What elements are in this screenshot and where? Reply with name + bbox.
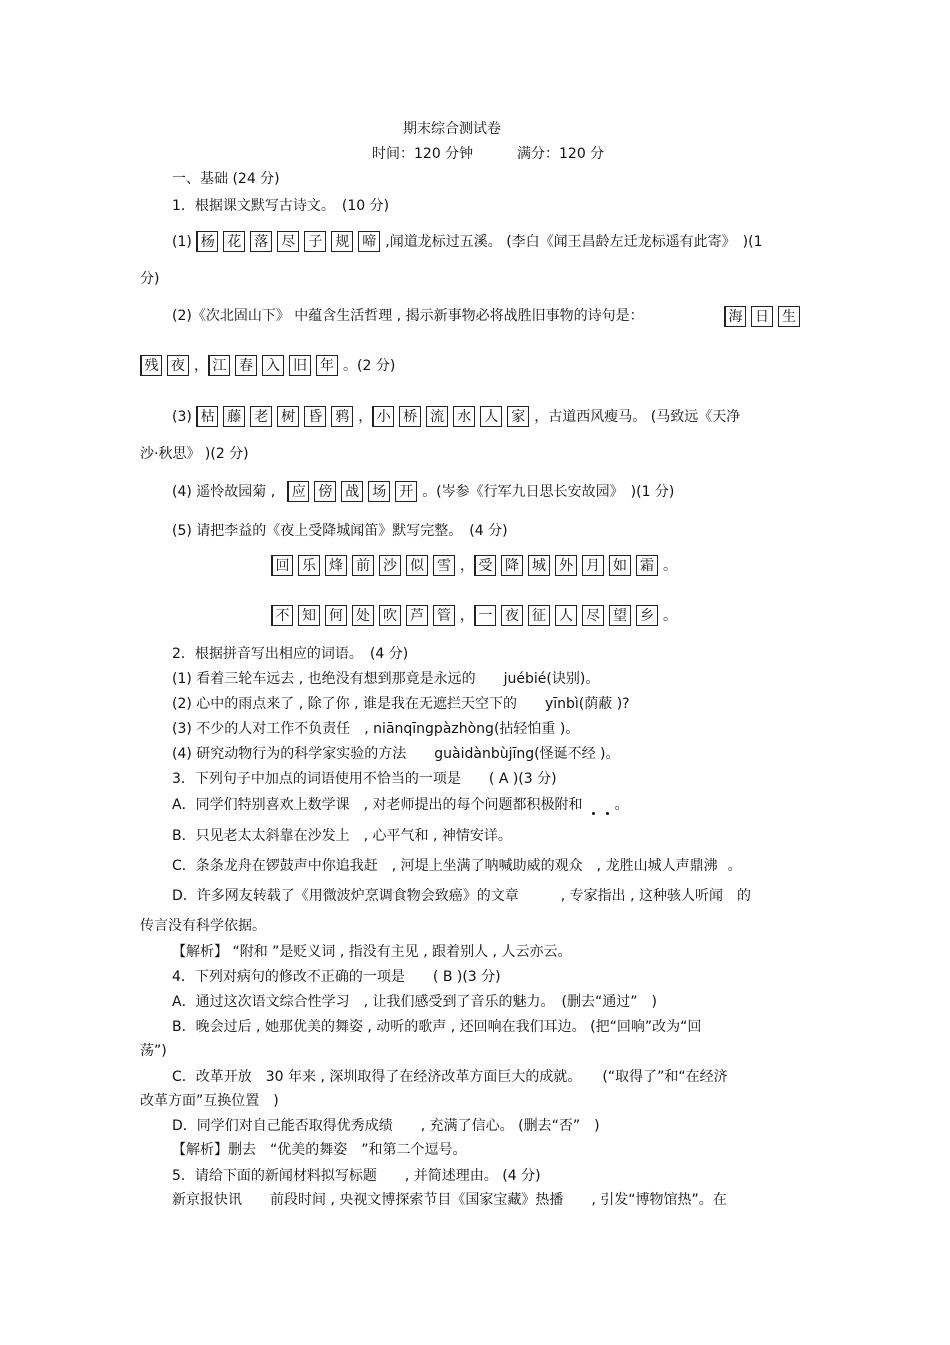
answer-box-char: 望 (609, 605, 631, 626)
answer-box-char: 如 (609, 555, 631, 576)
page-title: 期末综合测试卷 (403, 121, 501, 137)
answer-box-char: 啼 (358, 231, 380, 252)
q1-p3: (3) 枯 藤 老 树 昏 鸦 ， 小 桥 流 水 人 家 ，古道西风瘦马。 (马致远《天净 (172, 406, 740, 427)
answer-box-char: 落 (250, 231, 272, 252)
q1-p2-text: (2)《次北固山下》 中蕴含生活哲理 , 揭示新事物必将战胜旧事物的诗句是： (172, 308, 644, 324)
q3-option-d: D．许多网友转载了《用微波炉烹调食物会致癌》的文章 , 专家指出 , 这种骇人听闻 的 (172, 888, 752, 904)
q4-option-b: B．晚会过后 , 她那优美的舞姿 , 动听的歌声 , 还回响在我们耳边。 (把“回响”改为“回 (172, 1019, 702, 1035)
q1-p5-line1: 回 乐 烽 前 沙 似 雪 ， 受 降 城 外 月 如 霜 。 (271, 555, 677, 576)
answer-box-char: 子 (304, 231, 326, 252)
answer-box-char: 征 (528, 605, 550, 626)
answer-box-char: 鸦 (331, 406, 353, 427)
answer-box-char: 枯 (196, 406, 218, 427)
answer-box-char: 小 (372, 406, 394, 427)
answer-boxes (474, 555, 663, 576)
q3-a-tail: 。 (614, 797, 629, 813)
answer-box-char: 霜 (636, 555, 658, 576)
answer-box-char: 残 (140, 355, 162, 376)
q4-analysis: 【解析】删去 “优美的舞姿 ”和第二个逗号。 (172, 1142, 467, 1158)
answer-box-char: 应 (287, 481, 309, 502)
answer-box-char: 藤 (223, 406, 245, 427)
q4-option-d: D．同学们对自己能否取得优秀成绩 , 充满了信心。 (删去“否” ) (172, 1118, 600, 1134)
q1-p3-text: ，古道西风瘦马。 (马致远《天净 (534, 409, 741, 425)
answer-box-char: 似 (406, 555, 428, 576)
answer-box-char: 场 (368, 481, 390, 502)
answer-box-char: 流 (426, 406, 448, 427)
answer-boxes (271, 605, 460, 626)
q3-c-text: C．条条龙舟在锣鼓声中你追我赶 , 河堤上坐满了呐喊助威的观众 , 龙胜山城人声鼎沸 (172, 858, 718, 874)
answer-box-char: 开 (395, 481, 417, 502)
q1-p2-box1 (724, 306, 805, 327)
answer-box-char: 海 (724, 306, 746, 327)
q3-option-b (172, 826, 512, 846)
answer-boxes (196, 231, 385, 252)
q4-option-a: A．通过这次语文综合性学习 , 让我们感受到了音乐的魅力。 (删去“通过” ) (172, 994, 657, 1010)
answer-boxes (372, 406, 534, 427)
answer-box-char: 人 (555, 605, 577, 626)
q5-text: 新京报快讯 前段时间 , 央视文博探索节目《国家宝藏》热播 , 引发“博物馆热”。在 (172, 1192, 727, 1208)
q4-option-b-cont: 荡”) (140, 1043, 167, 1059)
answer-box-char: 沙 (379, 555, 401, 576)
answer-boxes (474, 605, 663, 626)
q1-p1-cont: 分) (140, 271, 160, 287)
answer-box-char: 外 (555, 555, 577, 576)
q1-p4 (172, 481, 674, 502)
q1-p1-text: ,闻道龙标过五溪。 (李白《闻王昌龄左迁龙标遥有此寄》 )(1 (385, 234, 763, 250)
answer-box-char: 水 (453, 406, 475, 427)
q3-option-d-cont: 传言没有科学依据。 (140, 918, 266, 934)
answer-box-char: 一 (474, 605, 496, 626)
answer-box-char: 管 (433, 605, 455, 626)
q3-a-text: A．同学们特别喜欢上数学课 , 对老师提出的每个问题都积极附和 (172, 797, 583, 813)
answer-box-char: 夜 (167, 355, 189, 376)
answer-box-char: 烽 (325, 555, 347, 576)
answer-box-char: 知 (298, 605, 320, 626)
q1-p2-tail: 。(2 分) (343, 358, 396, 374)
answer-box-char: 旧 (289, 355, 311, 376)
q1-stem: 1．根据课文默写古诗文。 (10 分) (172, 198, 390, 214)
answer-box-char: 江 (208, 355, 230, 376)
answer-box-char: 生 (778, 306, 800, 327)
q1-p4-text: (4) 遥怜故园菊 , (172, 484, 276, 500)
answer-boxes (287, 481, 422, 502)
answer-box-char: 傍 (314, 481, 336, 502)
answer-box-char: 昏 (304, 406, 326, 427)
q4-option-c-cont: 改革方面”互换位置 ) (140, 1093, 279, 1109)
q1-p2-line2: 残 夜 ， 江 春 入 旧 年 。(2 分) (140, 355, 395, 376)
answer-boxes (271, 555, 460, 576)
q2-stem: 2．根据拼音写出相应的词语。 (4 分) (172, 646, 409, 662)
section-heading: 一、基础 (24 分) (172, 171, 280, 187)
answer-box-char: 处 (352, 605, 374, 626)
answer-box-char: 受 (474, 555, 496, 576)
answer-boxes (208, 355, 343, 376)
q1-p2 (172, 306, 644, 326)
q3-option-a (172, 795, 628, 815)
answer-boxes (196, 406, 358, 427)
answer-box-char: 何 (325, 605, 347, 626)
q2-item: (2) 心中的雨点来了 , 除了你 , 谁是我在无遮拦天空下的 yīnbì(荫蔽 )? (172, 696, 630, 712)
q3-option-c (172, 856, 742, 876)
q1-p1 (172, 231, 763, 252)
answer-box-char: 吹 (379, 605, 401, 626)
answer-box-char: 月 (582, 555, 604, 576)
q3-stem: 3．下列句子中加点的词语使用不恰当的一项是 ( A )(3 分) (172, 771, 557, 787)
answer-box-char: 日 (751, 306, 773, 327)
answer-box-char: 战 (341, 481, 363, 502)
answer-boxes (724, 306, 805, 327)
answer-box-char: 乐 (298, 555, 320, 576)
q5-stem: 5．请给下面的新闻材料拟写标题 , 并简述理由。 (4 分) (172, 1168, 541, 1184)
answer-box-char: 花 (223, 231, 245, 252)
answer-box-char: 城 (528, 555, 550, 576)
q1-p3-cont: 沙·秋思》 )(2 分) (140, 446, 249, 462)
answer-box-char: 家 (507, 406, 529, 427)
answer-box-char: 规 (331, 231, 353, 252)
answer-box-char: 芦 (406, 605, 428, 626)
answer-box-char: 雪 (433, 555, 455, 576)
answer-box-char: 尽 (582, 605, 604, 626)
q3-b-tail: 。 (497, 828, 512, 844)
answer-box-char: 老 (250, 406, 272, 427)
q4-option-c: C．改革开放 30 年来 , 深圳取得了在经济改革方面巨大的成就。 (“取得了”和“在经济 (172, 1069, 728, 1085)
exam-score: 满分：120 分 (517, 146, 605, 162)
answer-box-char: 入 (262, 355, 284, 376)
answer-box-char: 人 (480, 406, 502, 427)
answer-box-char: 年 (316, 355, 338, 376)
answer-box-char: 乡 (636, 605, 658, 626)
answer-box-char: 春 (235, 355, 257, 376)
q2-item: (3) 不少的人对工作不负责任 , niānqīngpàzhòng(拈轻怕重 )。 (172, 721, 580, 737)
q3-c-tail: 。 (727, 858, 742, 874)
q1-p5: (5) 请把李益的《夜上受降城闻笛》默写完整。 (4 分) (172, 523, 508, 539)
answer-box-char: 回 (271, 555, 293, 576)
answer-box-char: 不 (271, 605, 293, 626)
q3-b-text: B．只见老太太斜靠在沙发上 , 心平气和 , 神情安详 (172, 828, 498, 844)
answer-box-char: 夜 (501, 605, 523, 626)
answer-box-char: 尽 (277, 231, 299, 252)
answer-box-char: 树 (277, 406, 299, 427)
q1-p4-tail: 。(岑参《行军九日思长安故园》 )(1 分) (422, 484, 675, 500)
answer-box-char: 桥 (399, 406, 421, 427)
q1-p5-line2: 不 知 何 处 吹 芦 管 ， 一 夜 征 人 尽 望 乡 。 (271, 605, 677, 626)
q4-stem: 4．下列对病句的修改不正确的一项是 ( B )(3 分) (172, 969, 501, 985)
exam-time: 时间：120 分钟 (372, 146, 474, 162)
q2-item: (1) 看着三轮车远去 , 也绝没有想到那竟是永远的 juébié(诀别)。 (172, 671, 600, 687)
answer-box-char: 降 (501, 555, 523, 576)
q3-analysis: 【解析】 “附和 ”是贬义词 , 指没有主见 , 跟着别人 , 人云亦云。 (172, 944, 572, 960)
q1-p1-num: (1) (172, 234, 192, 250)
q2-item: (4) 研究动物行为的科学家实验的方法 guàidànbùjīng(怪诞不经 )。 (172, 746, 620, 762)
q1-p3-num: (3) (172, 409, 192, 425)
answer-box-char: 前 (352, 555, 374, 576)
answer-box-char: 杨 (196, 231, 218, 252)
answer-boxes (140, 355, 194, 376)
